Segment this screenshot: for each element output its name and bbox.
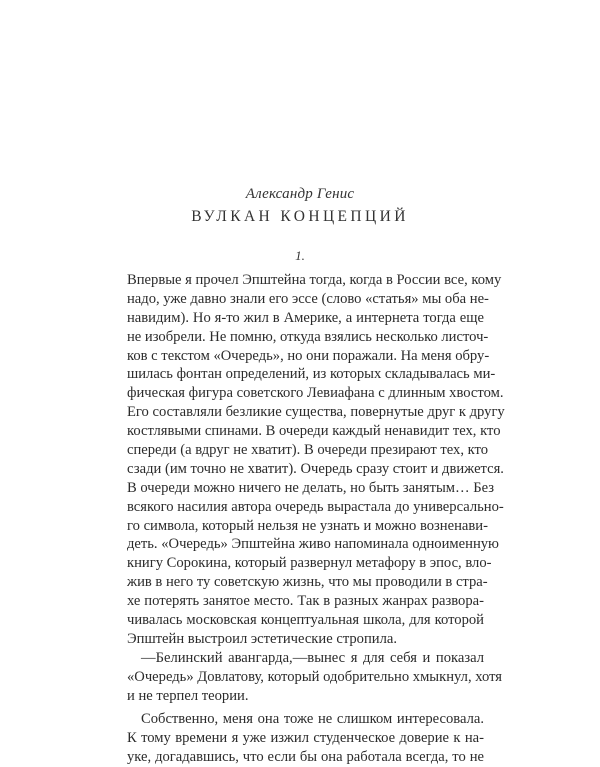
text-line: чивалась московская концептуальная школа, для которой — [127, 612, 484, 629]
text-line: К тому времени я уже изжил студенческое доверие к на- — [127, 730, 484, 747]
text-line: деть. «Очередь» Эпштейна живо напоминала одноименную — [127, 536, 499, 553]
paragraph — [127, 710, 484, 767]
section-number: 1. — [295, 248, 305, 263]
text-line: сзади (им точно не хватит). Очередь сразу стоит и движется. — [127, 460, 504, 477]
text-line: «Очередь» Довлатову, который одобрительно хмыкнул, хотя — [127, 668, 502, 685]
text-line: В очереди можно ничего не делать, но быть занятым… Без — [127, 479, 495, 496]
body-text — [127, 271, 505, 767]
text-line: шилась фонтан определений, из которых складывалась ми- — [127, 366, 496, 383]
text-line: ков с текстом «Очередь», но они поражали. На меня обру- — [127, 347, 490, 364]
text-line: жив в него ту советскую жизнь, что мы проводили в стра- — [127, 574, 488, 591]
text-line: книгу Сорокина, который развернул метафору в эпос, вло- — [127, 555, 492, 572]
text-line: и не терпел теории. — [127, 687, 249, 704]
text-line: го символа, который нельзя не узнать и можно возненави- — [127, 517, 488, 534]
text-line: костлявыми спинами. В очереди каждый ненавидит тех, кто — [127, 423, 501, 440]
text-line: Эпштейн выстроил эстетические стропила. — [127, 630, 397, 647]
text-line: Его составляли безликие существа, повернутые друг к другу — [127, 404, 505, 421]
paragraph — [127, 271, 505, 649]
chapter-author: Александр Генис — [245, 186, 355, 202]
text-line: —Белинский авангарда,—вынес я для себя и показал — [141, 649, 484, 666]
text-line: Собственно, меня она тоже не слишком интересовала. — [141, 711, 484, 728]
text-line: навидим). Но я-то жил в Америке, а интернета тогда еще — [127, 309, 484, 326]
text-line: Впервые я прочел Эпштейна тогда, когда в России все, кому — [127, 272, 502, 288]
text-line: фическая фигура советского Левиафана с длинным хвостом. — [127, 385, 504, 402]
text-line: хе потерять занятое место. Так в разных жанрах развора- — [127, 593, 484, 610]
paragraph — [127, 649, 502, 706]
text-line: надо, уже давно знали его эссе (слово «статья» мы оба не- — [127, 290, 489, 307]
text-line: не изобрели. Не помню, откуда взялись несколько листоч- — [127, 328, 489, 345]
text-line: всякого насилия автора очередь вырастала до универсально- — [127, 498, 504, 515]
chapter-title: ВУЛКАН КОНЦЕПЦИЙ — [191, 208, 409, 225]
text-line: уке, догадавшись, что если бы она работала всегда, то не — [127, 749, 484, 766]
text-line: спереди (а вдруг не хватит). В очереди презирают тех, кто — [127, 442, 489, 459]
